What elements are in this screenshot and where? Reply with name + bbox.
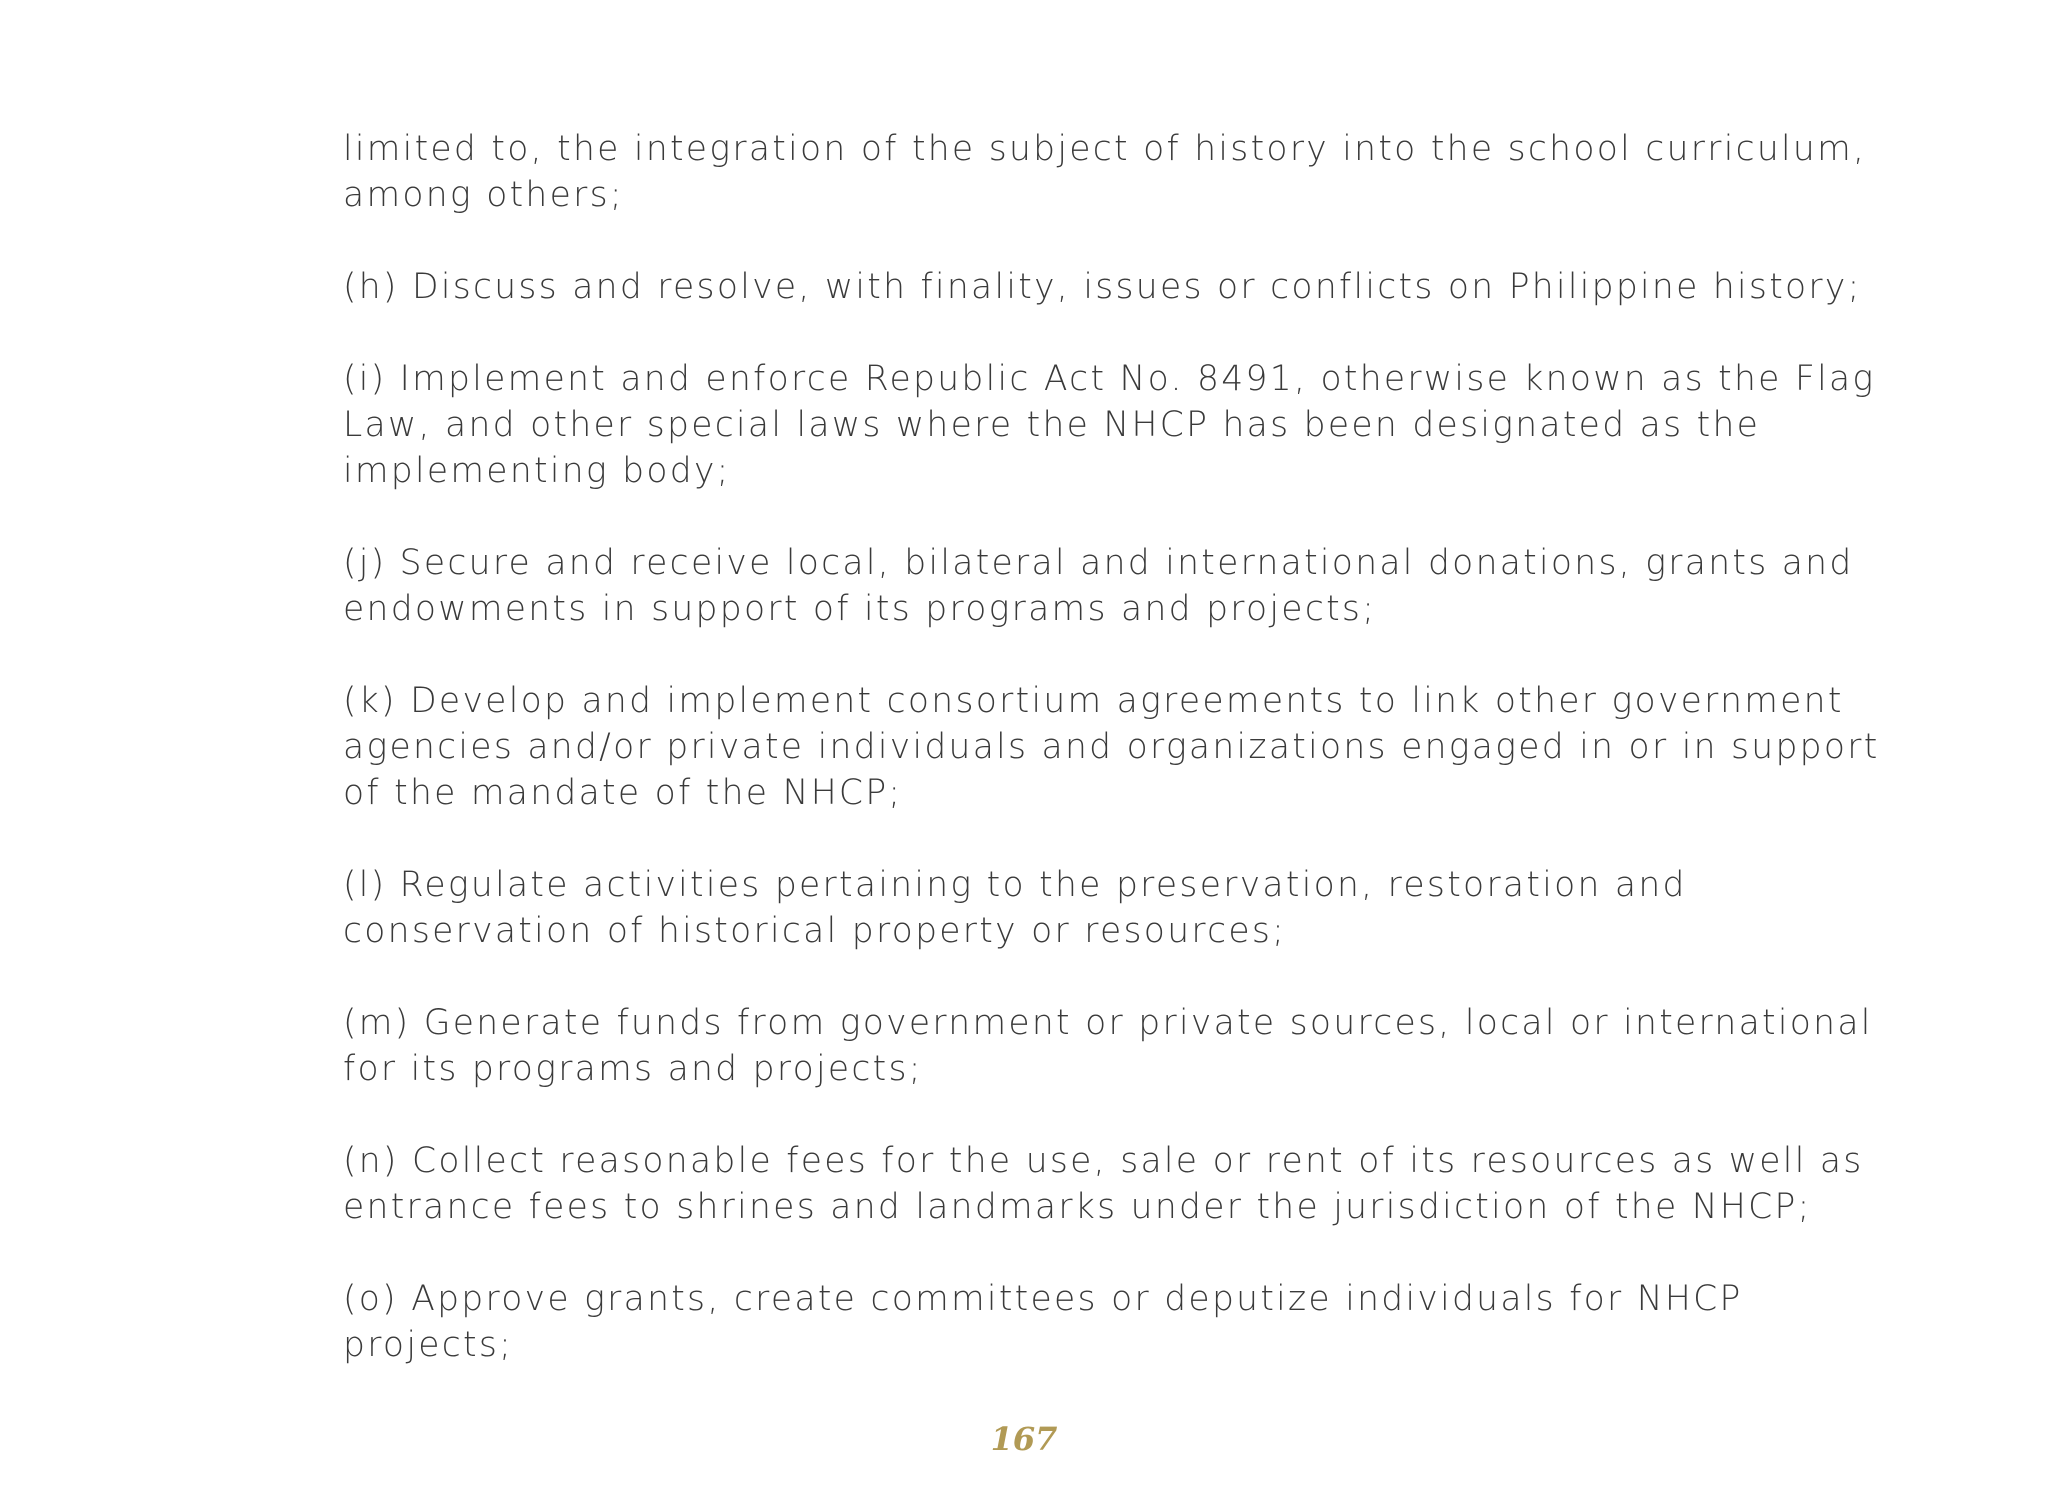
paragraph-i: (i) Implement and enforce Republic Act No. 8491, otherwise known as the Flag Law, and other special laws where the NHCP has been designated as the implementing body; — [343, 359, 1876, 491]
paragraph-j: (j) Secure and receive local, bilateral and international donations, grants and endowments in support of its programs and projects; — [343, 543, 1854, 629]
paragraph-h: (h) Discuss and resolve, with finality, issues or conflicts on Philippine history; — [343, 267, 1862, 307]
paragraph-l: (l) Regulate activities pertaining to the preservation, restoration and conservation of historical property or resources; — [343, 865, 1687, 951]
page-number: 167 — [990, 1420, 1058, 1458]
paragraph-g-continued: limited to, the integration of the subject of history into the school curriculum, among others; — [343, 129, 1867, 215]
paragraph-o: (o) Approve grants, create committees or deputize individuals for NHCP projects; — [343, 1279, 1743, 1365]
paragraph-k: (k) Develop and implement consortium agreements to link other government agencies and/or private individuals and organizations engaged in or in support of the mandate of the NHCP; — [343, 681, 1880, 813]
paragraph-m: (m) Generate funds from government or private sources, local or international for its programs and projects; — [343, 1003, 1873, 1089]
paragraph-n: (n) Collect reasonable fees for the use, sale or rent of its resources as well as entrance fees to shrines and landmarks under the jurisdiction of the NHCP; — [343, 1141, 1864, 1227]
body-text-block — [343, 126, 1923, 1368]
